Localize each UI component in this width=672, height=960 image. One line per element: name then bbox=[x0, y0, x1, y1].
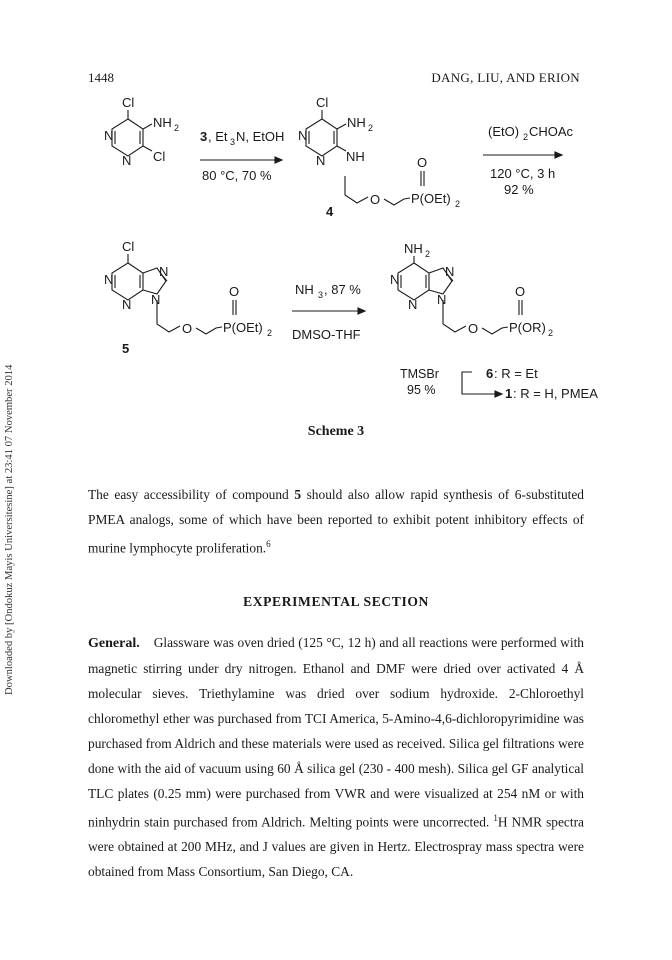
reagent: CHOAc bbox=[529, 124, 574, 139]
paragraph-general bbox=[88, 630, 584, 884]
reaction-arrow-1 bbox=[200, 129, 284, 183]
paragraph-text: H NMR spectra were obtained at 200 MHz, and J values are given in Hertz. Electrospray mass spectra were obtained from Mass Consortium, San Diego, CA. bbox=[88, 814, 585, 880]
superscript: 1 bbox=[493, 813, 498, 823]
atom-n: N bbox=[298, 128, 308, 143]
compound-6-label: : R = Et bbox=[494, 366, 538, 381]
compound-ref: 5 bbox=[294, 487, 302, 502]
reagent: NH bbox=[295, 282, 314, 297]
atom-o: O bbox=[182, 321, 193, 336]
atom-nh: NH bbox=[346, 149, 365, 164]
subscript: 2 bbox=[267, 328, 273, 338]
subscript: 2 bbox=[523, 132, 529, 142]
atom-n: N bbox=[390, 272, 400, 287]
atom-nh2: NH bbox=[404, 241, 423, 256]
molecule-dichloropyrimidine bbox=[104, 95, 179, 168]
reaction-scheme bbox=[0, 0, 672, 420]
phosphonate: P(OR) bbox=[509, 320, 546, 335]
reaction-arrow-3 bbox=[292, 282, 365, 342]
atom-cl: Cl bbox=[122, 95, 135, 110]
reagent: N, EtOH bbox=[236, 129, 285, 144]
compound-number-1: 1 bbox=[505, 386, 513, 401]
reagent: (EtO) bbox=[488, 124, 520, 139]
scheme-caption: Scheme 3 bbox=[307, 424, 365, 439]
compound-number-5: 5 bbox=[122, 341, 130, 356]
reagent-tmsbr: TMSBr bbox=[400, 367, 439, 381]
atom-nh2: NH bbox=[347, 115, 366, 130]
reagent: , 87 % bbox=[324, 282, 361, 297]
paragraph-text: should also allow rapid synthesis of 6-substituted PMEA analogs, some of which have been reported to exhibit potent inhibitory effects of murine lymphocyte proliferation. bbox=[88, 487, 584, 556]
atom-o: O bbox=[229, 284, 240, 299]
atom-o: O bbox=[370, 192, 381, 207]
atom-n: N bbox=[445, 264, 455, 279]
yield: 92 % bbox=[504, 182, 534, 197]
download-watermark-text: Downloaded by [Ondokuz Mayis Universitesine] at 23:41 07 November 2014 bbox=[4, 364, 15, 695]
paragraph-text: Glassware was oven dried (125 °C, 12 h) and all reactions were performed with magnetic stirring under dry nitrogen. Ethanol and DMF were dried over activated 4 Å molecular sieves. Triethylamine was dried over sodium hydroxide. 2-Chloroethyl chloromethyl ether was purchased from TCI America, 5-Amino-4,6-dichloropyrimidine was purchased from Aldrich and these materials were used as received. Silica gel filtrations were done with the aid of vacuum using 60 Å silica gel (230 - 400 mesh). Silica gel GF analytical TLC plates (0.25 mm) were purchased from VWR and were visualized at 254 nM or with ninhydrin stain purchased from Aldrich. Melting points were uncorrected. bbox=[88, 635, 584, 830]
conditions: 120 °C, 3 h bbox=[490, 166, 556, 181]
molecule-6 bbox=[390, 241, 553, 338]
compound-1-label: : R = H, PMEA bbox=[513, 386, 598, 401]
atom-n: N bbox=[122, 153, 132, 168]
yield: 95 % bbox=[407, 383, 436, 397]
running-head: DANG, LIU, AND ERION bbox=[431, 70, 580, 85]
reagent-3: 3 bbox=[200, 129, 208, 144]
atom-o: O bbox=[417, 155, 428, 170]
atom-n: N bbox=[104, 272, 114, 287]
atom-n: N bbox=[408, 297, 418, 312]
reagent: , Et bbox=[208, 129, 228, 144]
paragraph-intro bbox=[88, 482, 584, 560]
page-number: 1448 bbox=[88, 70, 114, 85]
subscript: 3 bbox=[318, 290, 324, 300]
subscript: 2 bbox=[174, 123, 180, 133]
paragraph-text: The easy accessibility of compound bbox=[88, 487, 295, 502]
compound-number-6: 6 bbox=[486, 366, 494, 381]
reaction-arrow-2 bbox=[483, 124, 574, 197]
molecule-5 bbox=[104, 239, 272, 356]
conditions: DMSO-THF bbox=[292, 327, 361, 342]
atom-cl: Cl bbox=[153, 149, 166, 164]
atom-n: N bbox=[104, 128, 114, 143]
conditions: 80 °C, 70 % bbox=[202, 168, 272, 183]
subscript: 3 bbox=[230, 137, 236, 147]
deprotection-step bbox=[400, 366, 598, 401]
atom-o: O bbox=[468, 321, 479, 336]
subscript: 2 bbox=[548, 328, 554, 338]
atom-n: N bbox=[316, 153, 326, 168]
subscript: 2 bbox=[455, 199, 461, 209]
atom-o: O bbox=[515, 284, 526, 299]
atom-cl: Cl bbox=[122, 239, 135, 254]
subscript: 2 bbox=[425, 249, 431, 259]
atom-cl: Cl bbox=[316, 95, 329, 110]
paragraph-label: General. bbox=[88, 636, 140, 651]
subscript: 2 bbox=[368, 123, 374, 133]
phosphonate: P(OEt) bbox=[411, 191, 451, 206]
section-heading: EXPERIMENTAL SECTION bbox=[243, 594, 429, 609]
atom-n: N bbox=[122, 297, 132, 312]
atom-n: N bbox=[437, 292, 447, 307]
phosphonate: P(OEt) bbox=[223, 320, 263, 335]
atom-n: N bbox=[159, 264, 169, 279]
compound-number-4: 4 bbox=[326, 204, 334, 219]
atom-nh2: NH bbox=[153, 115, 172, 130]
atom-n: N bbox=[151, 292, 161, 307]
citation: 6 bbox=[266, 539, 271, 549]
molecule-4 bbox=[298, 95, 460, 219]
